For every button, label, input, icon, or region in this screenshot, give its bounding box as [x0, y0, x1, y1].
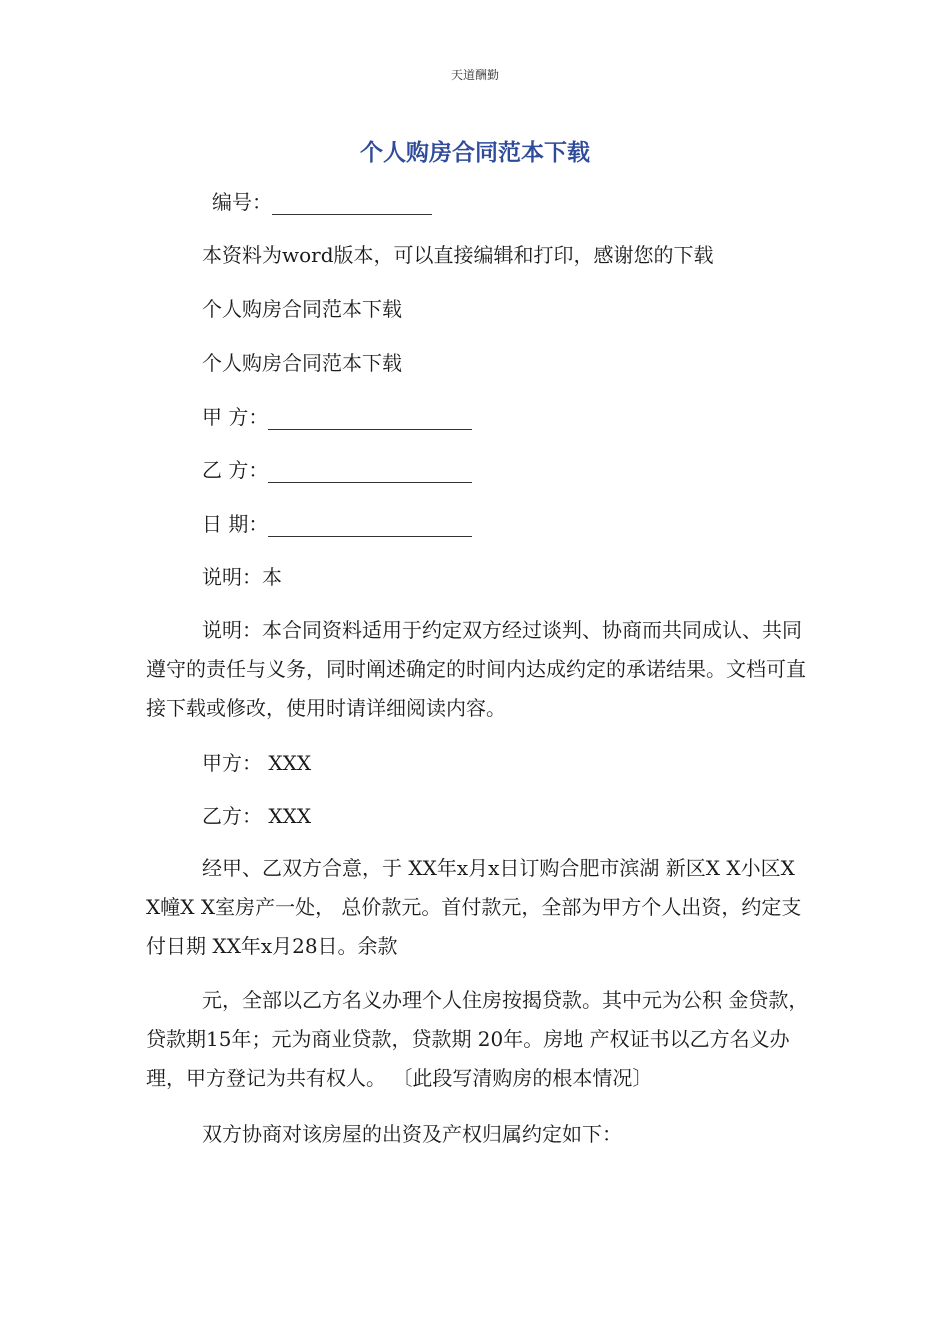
party-b-text: 乙方： XXX: [202, 804, 312, 828]
number-label: 编号：: [212, 190, 272, 214]
clause-3: 双方协商对该房屋的出资及产权归属约定如下：: [202, 1122, 622, 1146]
number-blank[interactable]: [272, 194, 432, 215]
subtitle-2: 个人购房合同范本下载: [202, 351, 402, 375]
party-b-line: [202, 457, 472, 483]
date-line: [202, 511, 472, 537]
subtitle-1: 个人购房合同范本下载: [202, 297, 402, 321]
party-a-label: 甲 方：: [202, 405, 269, 429]
clause-1: 经甲、乙双方合意，于 XX年x月x日订购合肥市滨湖 新区X X小区X X幢X X室房产一处， 总价款元。首付款元，全部为甲方个人出资，约定支付日期 XX年x月28日。余款: [146, 856, 802, 958]
clause-2: 元，全部以乙方名义办理个人住房按揭贷款。其中元为公积 金贷款，贷款期15年；元为商业贷款，贷款期 20年。房地 产权证书以乙方名义办理，甲方登记为共有权人。 〔此段写清购房的根本情况〕: [146, 988, 809, 1090]
document-title: 个人购房合同范本下载: [360, 140, 590, 166]
note-paragraph: 说明：本合同资料适用于约定双方经过谈判、协商而共同成认、共同遵守的责任与义务，同时阐述确定的时间内达成约定的承诺结果。文档可直接下载或修改，使用时请详细阅读内容。: [146, 618, 806, 720]
party-a-text: 甲方： XXX: [202, 751, 312, 775]
party-a-line: [202, 404, 472, 430]
party-b-label: 乙 方：: [202, 458, 269, 482]
intro-text: 本资料为word版本，可以直接编辑和打印，感谢您的下载: [202, 243, 714, 267]
page-header: 天道酬勤: [450, 68, 499, 82]
date-blank[interactable]: [268, 516, 472, 537]
party-b-blank[interactable]: [268, 462, 472, 483]
date-label: 日 期：: [202, 512, 269, 536]
number-line: [212, 189, 432, 215]
party-a-blank[interactable]: [268, 409, 472, 430]
note-short: 说明：本: [202, 565, 282, 589]
